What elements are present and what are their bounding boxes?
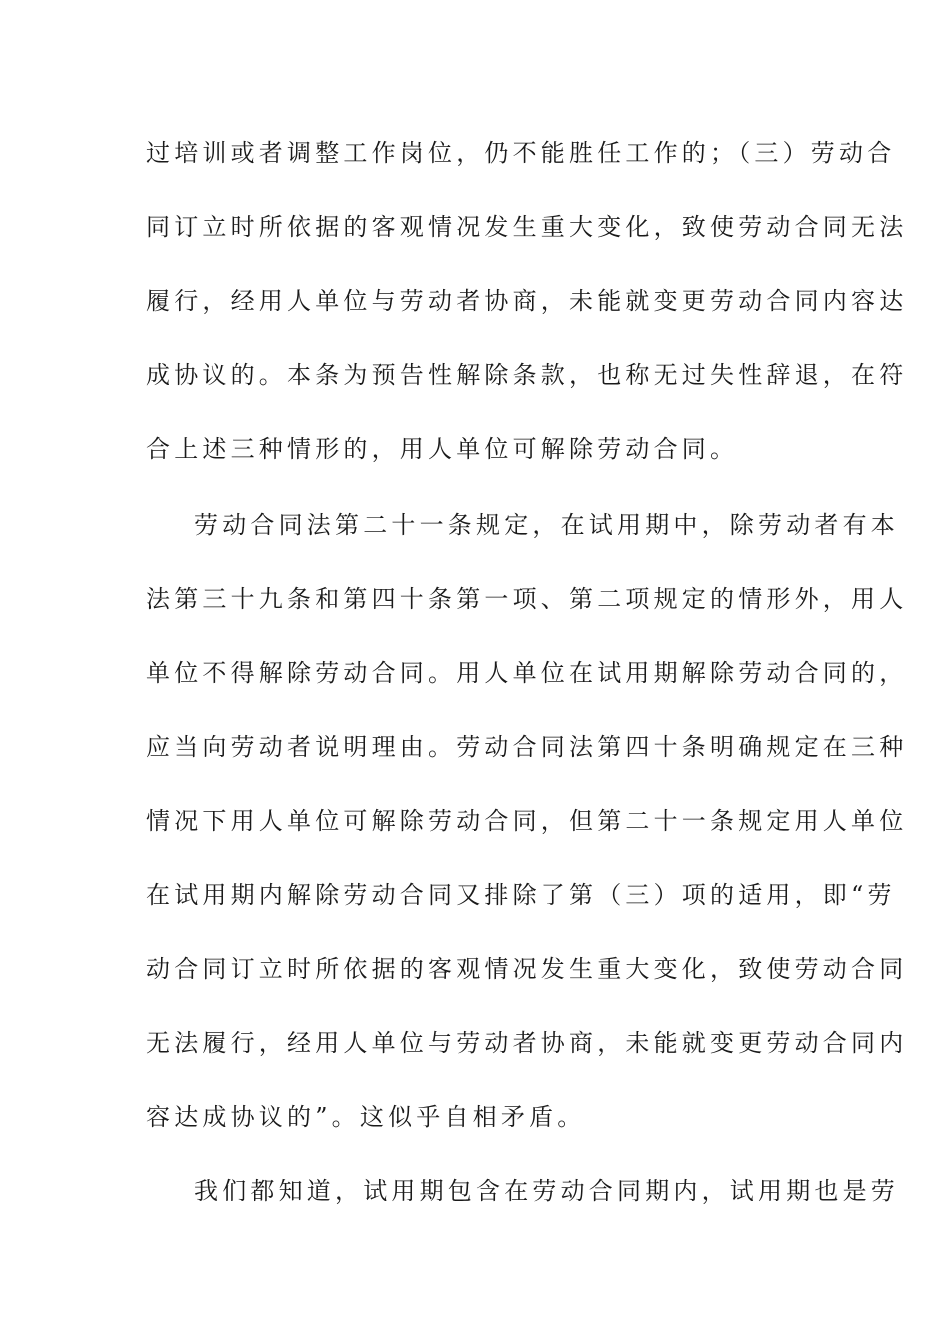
text-line-11: 在试用期内解除劳动合同又排除了第（三）项的适用，即“劳 [146,881,896,909]
text-line-4: 成协议的。本条为预告性解除条款，也称无过失性辞退，在符 [146,361,908,389]
text-line-10: 情况下用人单位可解除劳动合同，但第二十一条规定用人单位 [146,807,908,835]
text-line-9: 应当向劳动者说明理由。劳动合同法第四十条明确规定在三种 [146,733,908,761]
text-line-12: 动合同订立时所依据的客观情况发生重大变化，致使劳动合同 [146,955,908,983]
text-line-1: 过培训或者调整工作岗位，仍不能胜任工作的；（三）劳动合 [146,139,896,167]
text-line-2: 同订立时所依据的客观情况发生重大变化，致使劳动合同无法 [146,213,908,241]
text-line-14: 容达成协议的”。这似乎自相矛盾。 [146,1103,586,1131]
text-line-6: 劳动合同法第二十一条规定，在试用期中，除劳动者有本 [194,511,899,539]
text-line-13: 无法履行，经用人单位与劳动者协商，未能就变更劳动合同内 [146,1029,908,1057]
text-line-15: 我们都知道，试用期包含在劳动合同期内，试用期也是劳 [194,1177,899,1205]
text-line-8: 单位不得解除劳动合同。用人单位在试用期解除劳动合同的， [146,659,908,687]
text-line-7: 法第三十九条和第四十条第一项、第二项规定的情形外，用人 [146,585,908,613]
text-line-3: 履行，经用人单位与劳动者协商，未能就变更劳动合同内容达 [146,287,908,315]
text-line-5: 合上述三种情形的，用人单位可解除劳动合同。 [146,435,739,463]
